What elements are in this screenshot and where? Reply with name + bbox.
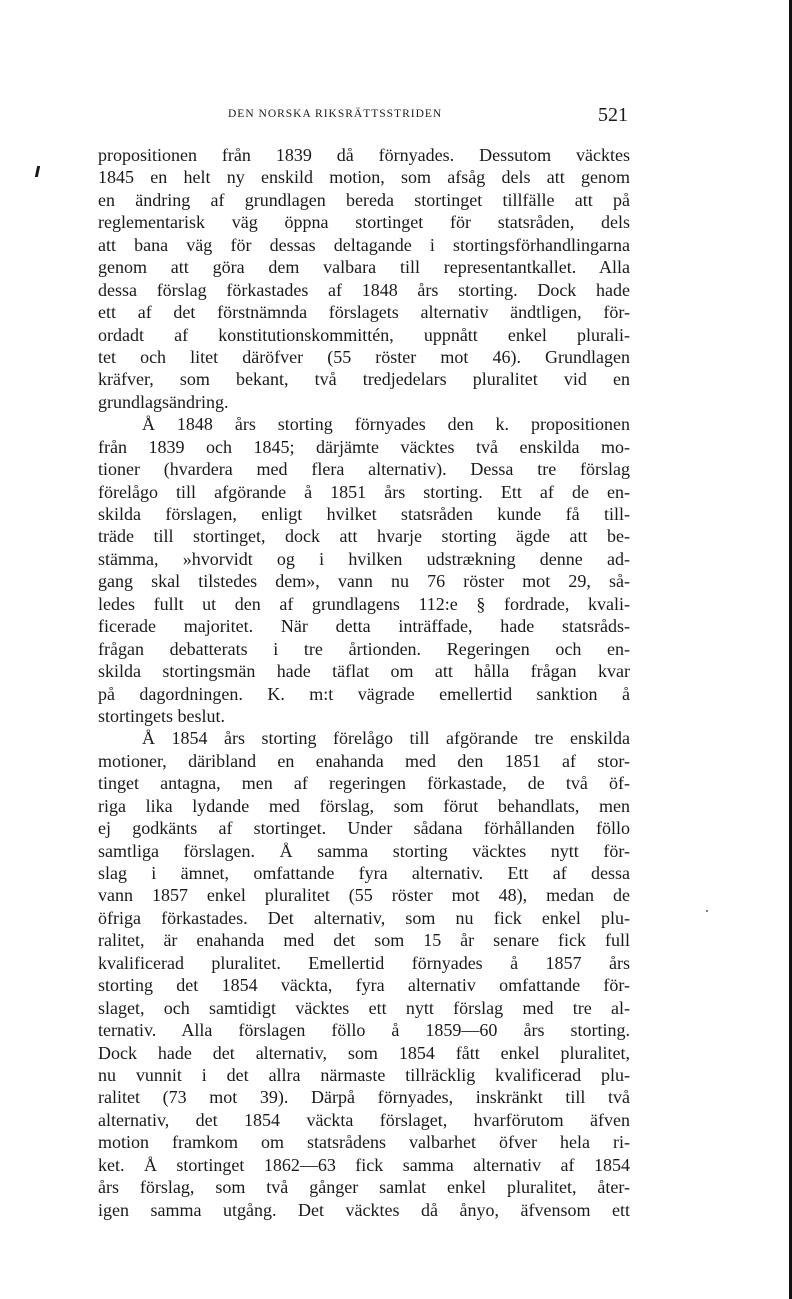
text-line: reglementarisk väg öppna stortinget för statsråden, dels (98, 212, 630, 233)
text-line: att bana väg för dessas deltagande i stortingsförhandlingarna (98, 234, 630, 255)
text-line: kräfver, som bekant, två tredjedelars pluralitet vid en (98, 369, 630, 390)
text-line: frågan debatterats i tre årtionden. Regeringen och en- (98, 638, 630, 659)
text-line: samtliga förslagen. Å samma storting väcktes nytt för- (98, 840, 630, 861)
text-line: stämma, »hvorvidt og i hvilken udstrækning denne ad- (98, 548, 630, 569)
text-line: ralitet, är enahanda med det som 15 år senare fick full (98, 930, 630, 951)
text-line: genom att göra dem valbara till representantkallet. Alla (98, 257, 630, 278)
text-line: ficerade majoritet. När detta inträffade, hade statsråds- (98, 616, 630, 637)
text-line: Dock hade det alternativ, som 1854 fått enkel pluralitet, (98, 1042, 630, 1063)
text-line: på dagordningen. K. m:t vägrade emellertid sanktion å (98, 683, 630, 704)
text-line: riga lika lydande med förslag, som förut behandlats, men (98, 795, 630, 816)
text-line: vann 1857 enkel pluralitet (55 röster mot 48), medan de (98, 885, 630, 906)
text-line: ternativ. Alla förslagen föllo å 1859—60 års storting. (98, 1020, 630, 1041)
text-line: från 1839 och 1845; därjämte väcktes två enskilda mo- (98, 436, 630, 457)
text-line: förelågo till afgörande å 1851 års storting. Ett af de en- (98, 481, 630, 502)
text-line: Å 1848 års storting förnyades den k. propositionen (142, 414, 630, 435)
text-line: gang skal tilstedes dem», vann nu 76 röster mot 29, så- (98, 571, 630, 592)
text-line: ordadt af konstitutionskommittén, uppnått enkel plurali- (98, 324, 630, 345)
text-line: ralitet (73 mot 39). Därpå förnyades, inskränkt till två (98, 1087, 630, 1108)
text-line: träde till stortinget, dock att hvarje storting ägde att be- (98, 526, 630, 547)
page-number: 521 (598, 104, 628, 126)
text-line: grundlagsändring. (98, 391, 229, 412)
text-line: stortingets beslut. (98, 705, 225, 726)
text-line: slag i ämnet, omfattande fyra alternativ. Ett af dessa (98, 863, 630, 883)
text-line: storting det 1854 väckta, fyra alternativ omfattande för- (98, 975, 630, 996)
text-line: slaget, och samtidigt väcktes ett nytt förslag med tre al- (98, 997, 630, 1018)
text-line: 1845 en helt ny enskild motion, som afsåg dels att genom (98, 167, 630, 188)
margin-mark (35, 166, 40, 177)
text-line: ket. Å stortinget 1862—63 fick samma alternativ af 1854 (98, 1154, 630, 1175)
text-line: motion framkom om statsrådens valbarhet öfver hela ri- (98, 1132, 630, 1153)
text-line: dessa förslag förkastades af 1848 års storting. Dock hade (98, 279, 630, 300)
text-line: ett af det förstnämnda förslagets alternativ ändtligen, för- (98, 302, 630, 323)
text-line: skilda förslagen, enligt hvilket statsråden kunde få till- (98, 504, 630, 524)
body-text (98, 144, 630, 1221)
text-line: skilda stortingsmän hade täflat om att hålla frågan kvar (98, 661, 630, 682)
text-line: Å 1854 års storting förelågo till afgörande tre enskilda (142, 728, 630, 749)
running-title: DEN NORSKA RIKSRÄTTSSTRIDEN (228, 108, 443, 120)
text-line: nu vunnit i det allra närmaste tillräcklig kvalificerad plu- (98, 1064, 630, 1085)
text-line: ej godkänts af stortinget. Under sådana förhållanden föllo (98, 818, 630, 839)
text-line: tet och litet däröfver (55 röster mot 46). Grundlagen (98, 346, 630, 367)
text-line: tinget antagna, men af regeringen förkastade, de två öf- (98, 773, 630, 794)
text-line: en ändring af grundlagen bereda stortinget tillfälle att på (98, 189, 630, 210)
running-head (100, 104, 630, 128)
text-line: tioner (hvardera med flera alternativ). Dessa tre förslag (98, 459, 630, 480)
text-line: propositionen från 1839 då förnyades. Dessutom väcktes (98, 145, 630, 165)
text-line: igen samma utgång. Det väcktes då ånyo, äfvensom ett (98, 1199, 630, 1220)
text-line: kvalificerad pluralitet. Emellertid förnyades å 1857 års (98, 952, 630, 973)
text-line: års förslag, som två gånger samlat enkel pluralitet, åter- (98, 1177, 630, 1198)
text-line: alternativ, det 1854 väckta förslaget, hvarförutom äfven (98, 1109, 630, 1130)
text-line: motioner, däribland en enahanda med den 1851 af stor- (98, 750, 630, 771)
text-line: ledes fullt ut den af grundlagens 112:e § fordrade, kvali- (98, 593, 630, 614)
margin-dot (706, 910, 708, 912)
text-line: öfriga förkastades. Det alternativ, som nu fick enkel plu- (98, 907, 630, 928)
